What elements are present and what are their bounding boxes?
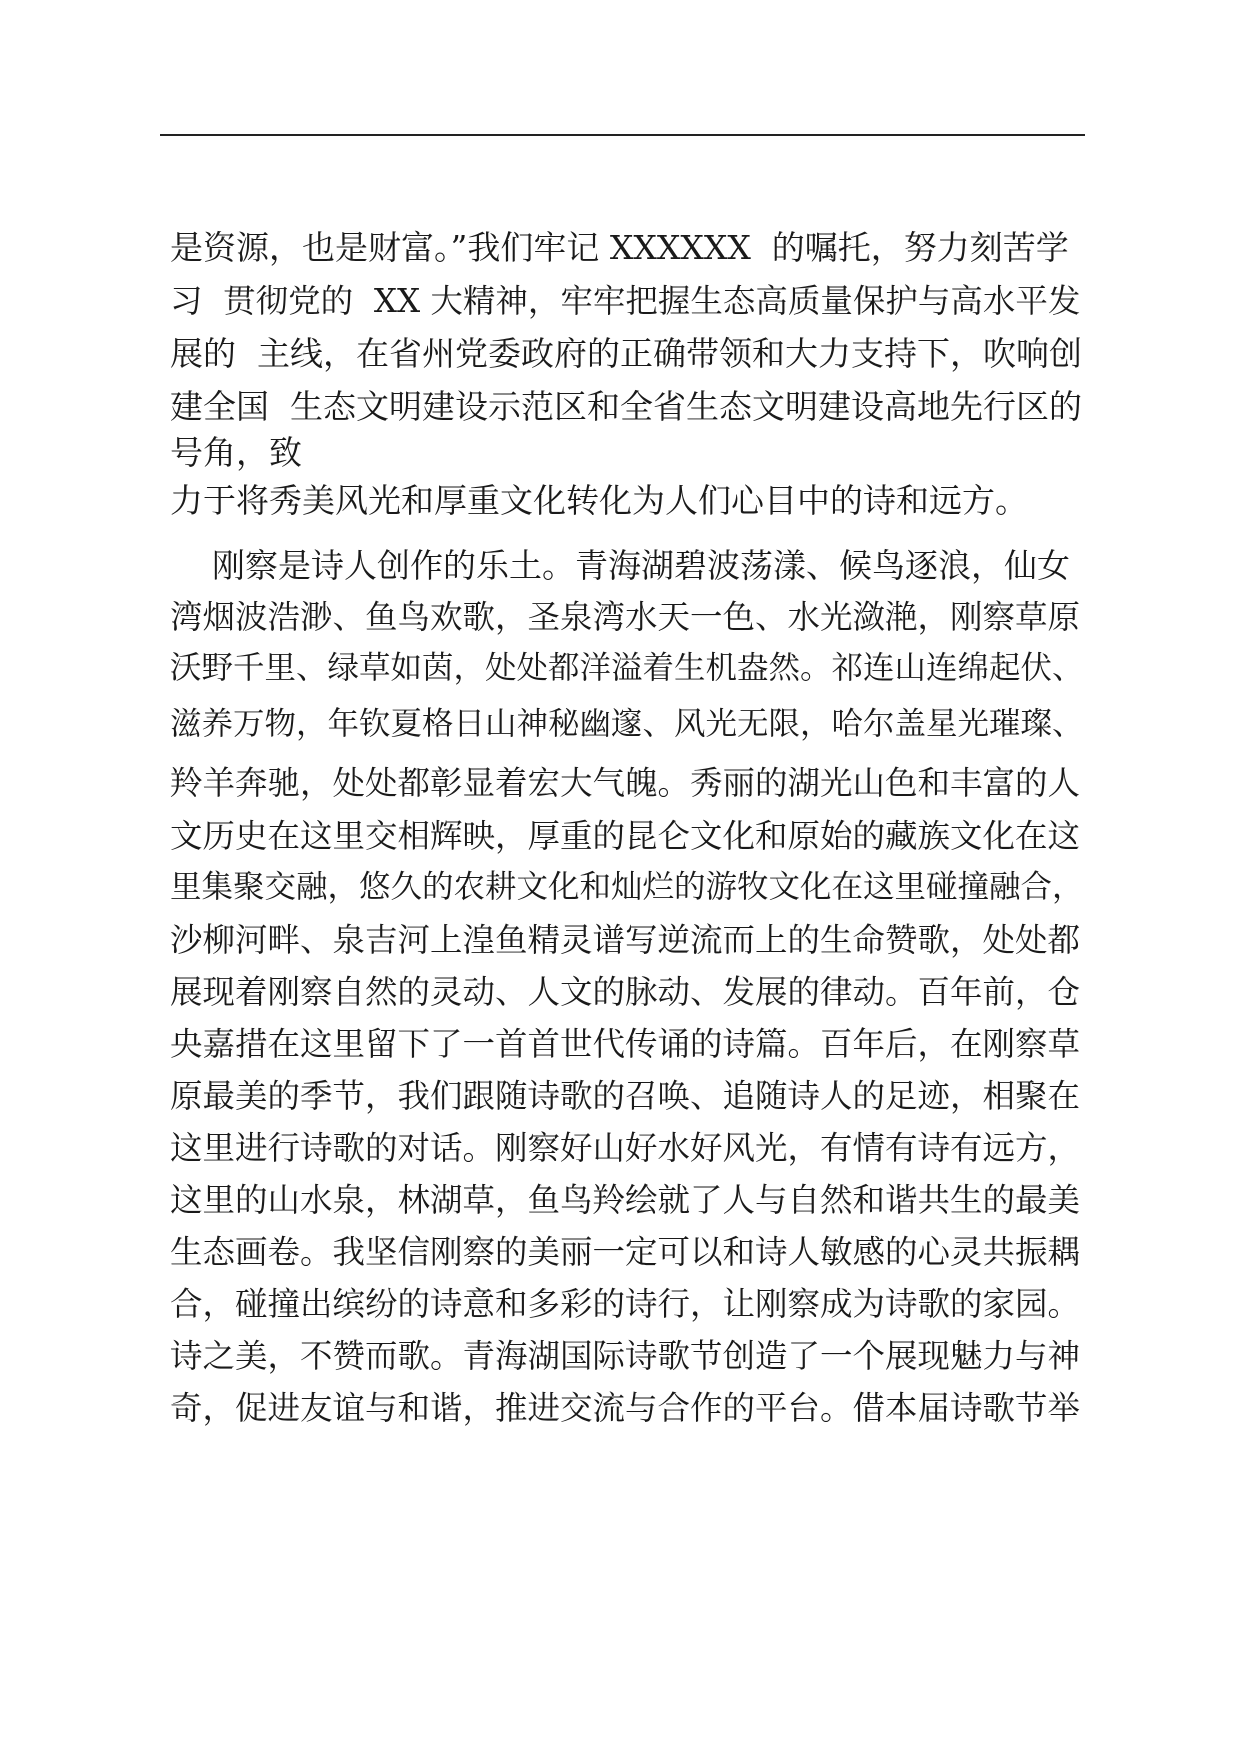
header-rule	[160, 134, 1085, 136]
paragraph-2-line-17: 奇，促进友谊与和谐，推进交流与合作的平台。借本届诗歌节举	[170, 1389, 1081, 1427]
paragraph-2-line-5: 羚羊奔驰，处处都彰显着宏大气魄。秀丽的湖光山色和丰富的人	[170, 764, 1081, 802]
paragraph-2-line-11: 原最美的季节，我们跟随诗歌的召唤、追随诗人的足迹，相聚在	[170, 1077, 1081, 1115]
paragraph-2-line-4: 滋养万物，年钦夏格日山神秘幽邃、风光无限，哈尔盖星光璀璨、	[170, 706, 1084, 742]
paragraph-2-line-1: 刚察是诗人创作的乐土。青海湖碧波荡漾、候鸟逐浪，仙女	[170, 546, 1070, 585]
paragraph-2-line-8: 沙柳河畔、泉吉河上湟鱼精灵谱写逆流而上的生命赞歌，处处都	[170, 921, 1081, 959]
paragraph-2-line-12: 这里进行诗歌的对话。刚察好山好水好风光，有情有诗有远方，	[170, 1129, 1081, 1167]
paragraph-2-line-7: 里集聚交融，悠久的农耕文化和灿烂的游牧文化在这里碰撞融合，	[170, 869, 1084, 905]
paragraph-2-line-14: 生态画卷。我坚信刚察的美丽一定可以和诗人敏感的心灵共振耦	[170, 1233, 1081, 1271]
paragraph-2-line-10: 央嘉措在这里留下了一首首世代传诵的诗篇。百年后，在刚察草	[170, 1025, 1081, 1063]
paragraph-2-line-9: 展现着刚察自然的灵动、人文的脉动、发展的律动。百年前，仓	[170, 973, 1081, 1011]
paragraph-1-line-6: 力于将秀美风光和厚重文化转化为人们心目中的诗和远方。	[170, 481, 1028, 520]
paragraph-2-line-16: 诗之美，不赞而歌。青海湖国际诗歌节创造了一个展现魅力与神	[170, 1337, 1081, 1375]
paragraph-2-line-13: 这里的山水泉，林湖草，鱼鸟羚绘就了人与自然和谐共生的最美	[170, 1181, 1081, 1219]
paragraph-1-line-5: 号角，致	[170, 433, 302, 472]
paragraph-1-line-4: 建全国 生态文明建设示范区和全省生态文明建设高地先行区的	[170, 387, 1082, 426]
paragraph-1-line-3: 展的 主线，在省州党委政府的正确带领和大力支持下，吹响创	[170, 334, 1082, 373]
paragraph-2-line-3: 沃野千里、绿草如茵，处处都洋溢着生机盎然。祁连山连绵起伏、	[170, 650, 1084, 686]
paragraph-1-line-1: 是资源，也是财富。”我们牢记 XXXXXX 的嘱托，努力刻苦学	[170, 228, 1069, 267]
paragraph-1-line-2: 习 贯彻党的 XX 大精神，牢牢把握生态高质量保护与高水平发	[170, 282, 1081, 320]
paragraph-2-line-15: 合，碰撞出缤纷的诗意和多彩的诗行，让刚察成为诗歌的家园。	[170, 1285, 1081, 1323]
paragraph-2-line-6: 文历史在这里交相辉映，厚重的昆仑文化和原始的藏族文化在这	[170, 817, 1081, 855]
paragraph-2-line-2: 湾烟波浩渺、鱼鸟欢歌，圣泉湾水天一色、水光潋滟，刚察草原	[170, 598, 1081, 636]
